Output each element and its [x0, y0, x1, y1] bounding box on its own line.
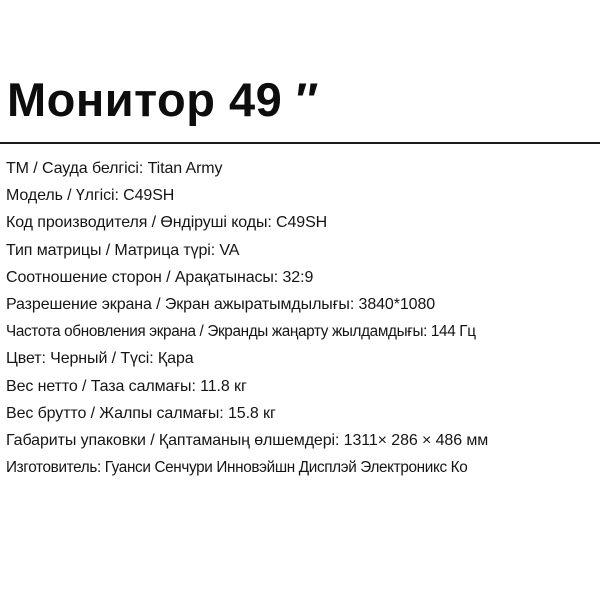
spec-matrix-type: Тип матрицы / Матрица түрі: VA — [6, 241, 240, 259]
spec-aspect-ratio: Соотношение сторон / Арақатынасы: 32:9 — [6, 268, 314, 286]
spec-trademark: ТМ / Сауда белгісі: Titan Army — [6, 160, 223, 177]
product-title: Монитор 49 ″ — [7, 73, 319, 126]
spec-net-weight: Вес нетто / Таза салмағы: 11.8 кг — [6, 377, 247, 395]
spec-manufacturer-code: Код производителя / Өндіруші коды: C49SH — [6, 214, 328, 232]
spec-resolution: Разрешение экрана / Экран ажыратымдылығы: 3840*1080 — [6, 295, 436, 313]
spec-model: Модель / Үлгісі: C49SH — [6, 187, 175, 205]
spec-gross-weight: Вес брутто / Жалпы салмағы: 15.8 кг — [6, 404, 276, 422]
spec-manufacturer: Изготовитель: Гуанси Сенчури Инновэйшн Дисплэй Электроникс Ко — [6, 459, 468, 477]
title-divider — [0, 142, 600, 144]
spec-package-dimensions: Габариты упаковки / Қаптаманың өлшемдері: 1311× 286 × 486 мм — [6, 431, 489, 449]
spec-refresh-rate: Частота обновления экрана / Экранды жаңарту жылдамдығы: 144 Гц — [6, 323, 476, 341]
spec-color: Цвет: Черный / Түсі: Қара — [6, 350, 194, 368]
spec-list — [6, 155, 598, 481]
